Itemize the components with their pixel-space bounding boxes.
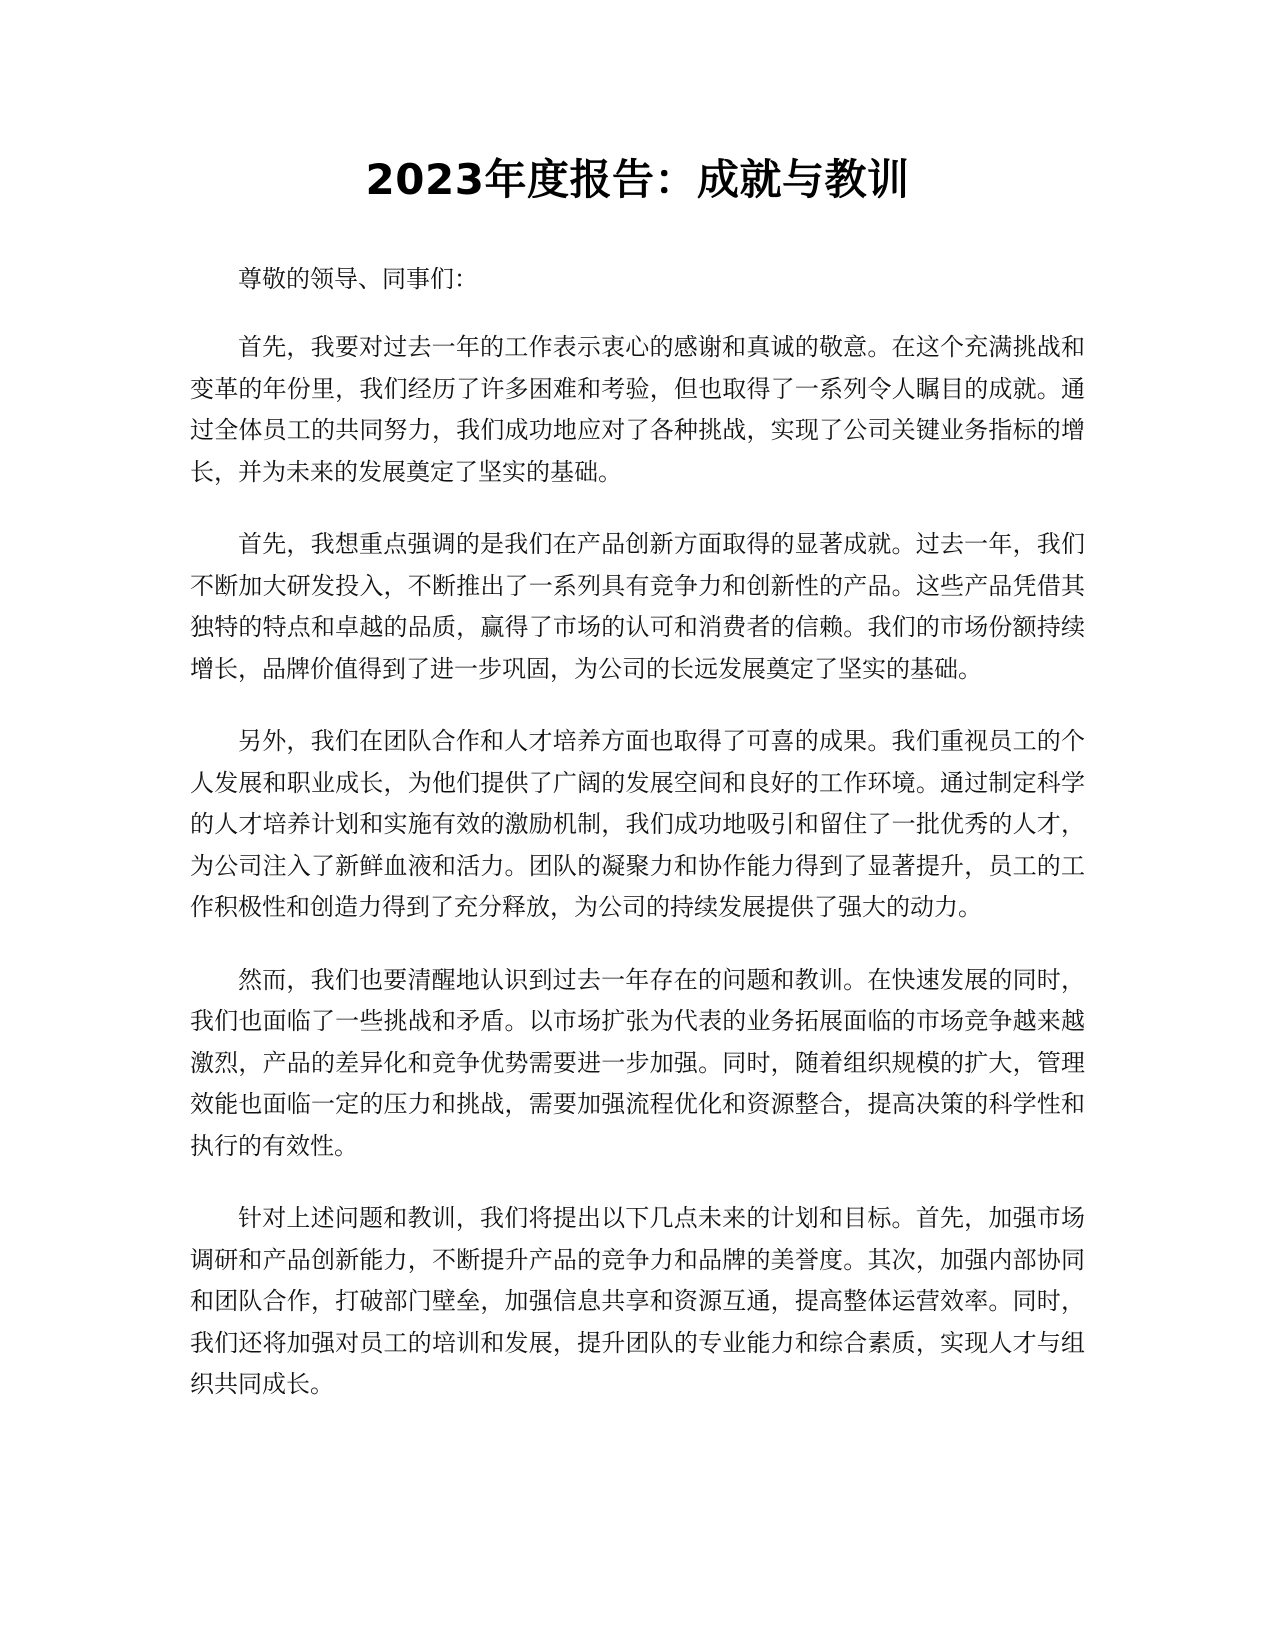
document-title: 2023年度报告：成就与教训 <box>365 155 910 204</box>
paragraph-4: 然而，我们也要清醒地认识到过去一年存在的问题和教训。在快速发展的同时，我们也面临了一些挑战和矛盾。以市场扩张为代表的业务拓展面临的市场竞争越来越激烈，产品的差异化和竞争优势需要进一步加强。同时，随着组织规模的扩大，管理效能也面临一定的压力和挑战，需要加强流程优化和资源整合，提高决策的科学性和执行的有效性。 <box>190 965 1085 1160</box>
paragraph-3: 另外，我们在团队合作和人才培养方面也取得了可喜的成果。我们重视员工的个人发展和职业成长，为他们提供了广阔的发展空间和良好的工作环境。通过制定科学的人才培养计划和实施有效的激励机制，我们成功地吸引和留住了一批优秀的人才，为公司注入了新鲜血液和活力。团队的凝聚力和协作能力得到了显著提升，员工的工作积极性和创造力得到了充分释放，为公司的持续发展提供了强大的动力。 <box>190 727 1085 921</box>
salutation: 尊敬的领导、同事们： <box>238 265 478 293</box>
paragraph-2: 首先，我想重点强调的是我们在产品创新方面取得的显著成就。过去一年，我们不断加大研发投入，不断推出了一系列具有竞争力和创新性的产品。这些产品凭借其独特的特点和卓越的品质，赢得了市场的认可和消费者的信赖。我们的市场份额持续增长，品牌价值得到了进一步巩固，为公司的长远发展奠定了坚实的基础。 <box>190 530 1085 683</box>
paragraph-5: 针对上述问题和教训，我们将提出以下几点未来的计划和目标。首先，加强市场调研和产品创新能力，不断提升产品的竞争力和品牌的美誉度。其次，加强内部协同和团队合作，打破部门壁垒，加强信息共享和资源互通，提高整体运营效率。同时，我们还将加强对员工的培训和发展，提升团队的专业能力和综合素质，实现人才与组织共同成长。 <box>190 1204 1085 1398</box>
paragraph-1: 首先，我要对过去一年的工作表示衷心的感谢和真诚的敬意。在这个充满挑战和变革的年份里，我们经历了许多困难和考验，但也取得了一系列令人瞩目的成就。通过全体员工的共同努力，我们成功地应对了各种挑战，实现了公司关键业务指标的增长，并为未来的发展奠定了坚实的基础。 <box>190 333 1085 486</box>
